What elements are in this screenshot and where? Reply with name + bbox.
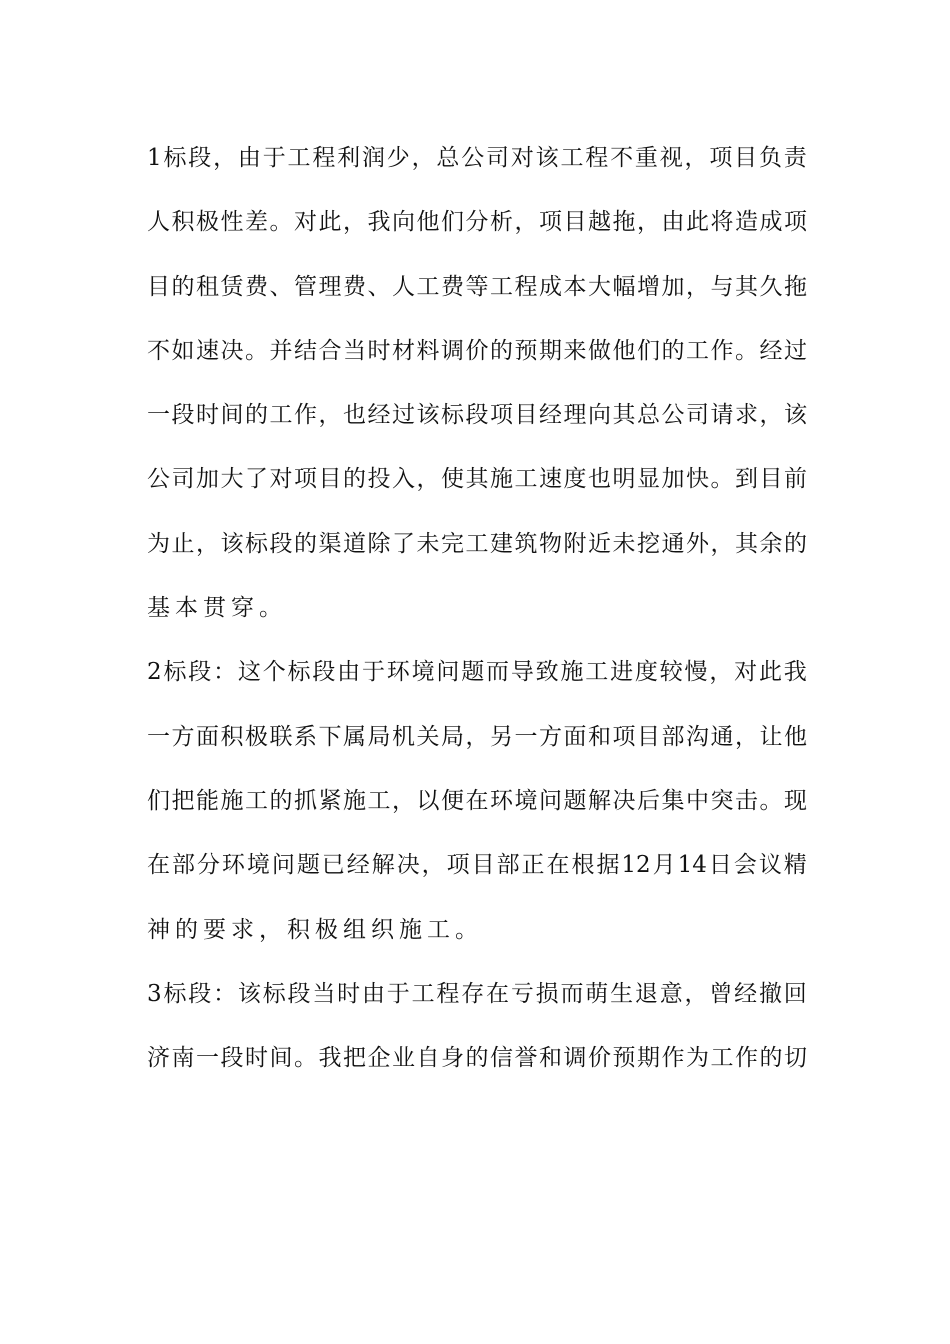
- text-line-8: 基本贯穿。: [147, 595, 287, 622]
- text-line-13: 神的要求，积极组织施工。: [147, 916, 483, 943]
- text-line-15: 济 南 一 段 时 间 。 我 把 企 业 自 身 的 信 誉 和 调 价 预 期 作 为 工 作 的 切: [147, 1045, 807, 1072]
- text-line-12: 在 部 分 环 境 问 题 已 经 解 决 ， 项 目 部 正 在 根 据 12 月 14 日 会 议 精: [147, 852, 807, 879]
- text-line-2: 人 积 极 性 差 。 对 此 ， 我 向 他 们 分 析 ， 项 目 越 拖 ， 由 此 将 造 成 项: [147, 209, 807, 236]
- text-line-11: 们 把 能 施 工 的 抓 紧 施 工 ， 以 便 在 环 境 问 题 解 决 后 集 中 突 击 。 现: [147, 787, 807, 814]
- text-line-7: 为 止 ， 该 标 段 的 渠 道 除 了 未 完 工 建 筑 物 附 近 未 挖 通 外 ， 其 余 的: [147, 530, 807, 557]
- text-line-14: 3 标 段 ： 该 标 段 当 时 由 于 工 程 存 在 亏 损 而 萌 生 退 意 ， 曾 经 撤 回: [147, 980, 807, 1007]
- document-body: [147, 126, 807, 1090]
- text-line-9: 2 标 段 ： 这 个 标 段 由 于 环 境 问 题 而 导 致 施 工 进 度 较 慢 ， 对 此 我: [147, 659, 807, 686]
- text-line-3: 目 的 租 赁 费 、 管 理 费 、 人 工 费 等 工 程 成 本 大 幅 增 加 ， 与 其 久 拖: [147, 273, 807, 300]
- text-line-10: 一 方 面 积 极 联 系 下 属 局 机 关 局 ， 另 一 方 面 和 项 目 部 沟 通 ， 让 他: [147, 723, 807, 750]
- text-line-6: 公 司 加 大 了 对 项 目 的 投 入 ， 使 其 施 工 速 度 也 明 显 加 快 。 到 目 前: [147, 466, 807, 493]
- text-line-1: 1 标 段 ， 由 于 工 程 利 润 少 ， 总 公 司 对 该 工 程 不 重 视 ， 项 目 负 责: [147, 145, 807, 171]
- text-line-4: 不 如 速 决 。 并 结 合 当 时 材 料 调 价 的 预 期 来 做 他 们 的 工 作 。 经 过: [147, 337, 807, 364]
- text-line-5: 一 段 时 间 的 工 作 ， 也 经 过 该 标 段 项 目 经 理 向 其 总 公 司 请 求 ， 该: [147, 402, 807, 429]
